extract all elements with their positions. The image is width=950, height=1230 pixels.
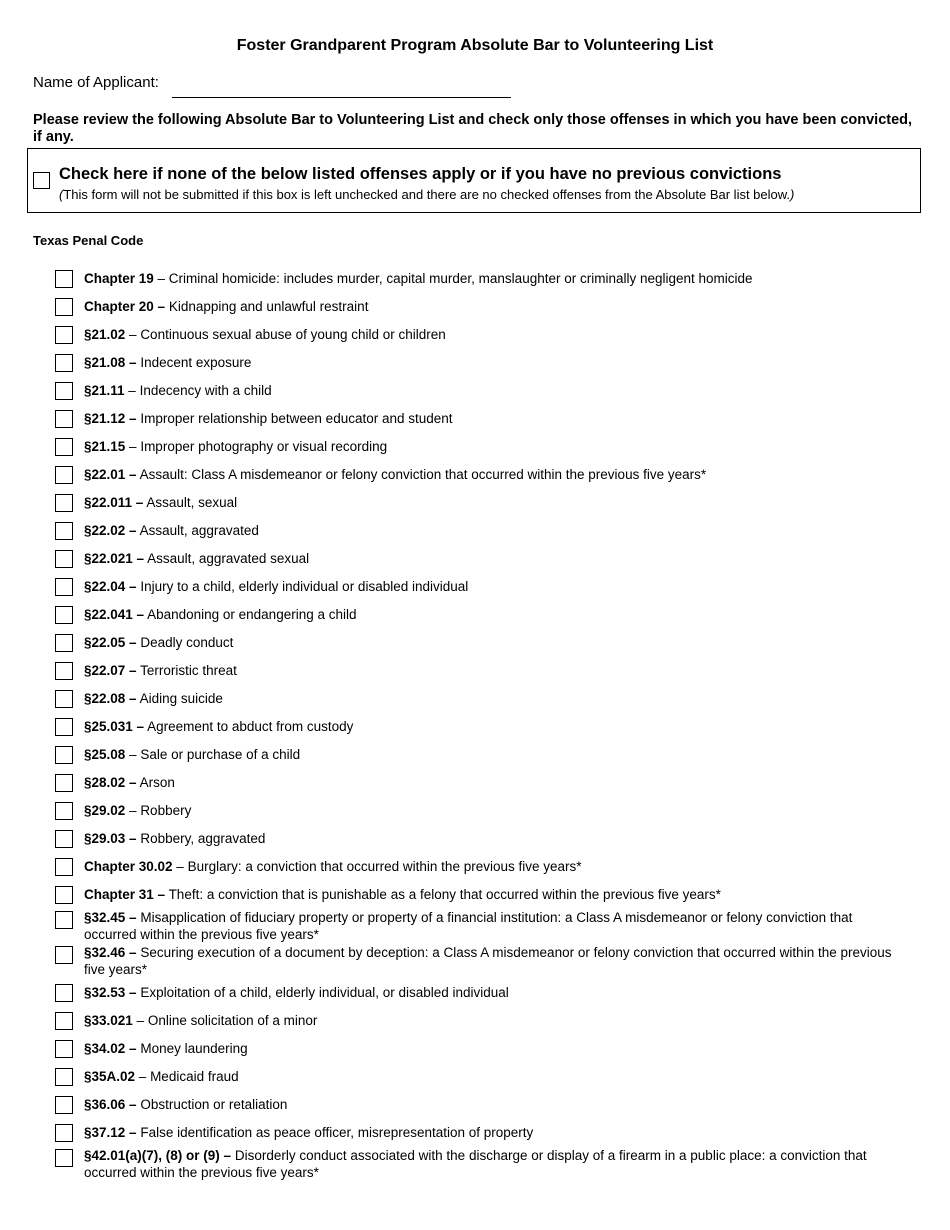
offense-description: Assault, sexual	[146, 495, 238, 510]
offense-code: §28.02 –	[84, 775, 137, 790]
offense-code: §33.021	[84, 1013, 133, 1028]
offense-description: Assault, aggravated sexual	[147, 551, 310, 566]
form-title: Foster Grandparent Program Absolute Bar to Volunteering List	[236, 37, 714, 54]
offense-checkbox[interactable]	[55, 606, 73, 624]
offense-code: §29.03 –	[84, 831, 137, 846]
offense-checkbox[interactable]	[55, 662, 73, 680]
offense-label	[84, 298, 899, 315]
offense-code: §25.08	[84, 747, 126, 762]
offense-label: §25.08 – Sale or purchase of a child	[84, 747, 301, 762]
offense-label	[84, 466, 899, 483]
applicant-name-field[interactable]	[172, 97, 511, 98]
offense-code: §32.46 –	[84, 945, 137, 960]
offense-checkbox[interactable]	[55, 746, 73, 764]
offense-checkbox[interactable]	[55, 946, 73, 964]
offense-code: §25.031 –	[84, 719, 145, 734]
offense-label	[84, 634, 899, 651]
offense-code: §22.08 –	[84, 691, 137, 706]
offense-label	[84, 1040, 899, 1057]
offense-label: §21.11 – Indecency with a child	[84, 383, 272, 398]
offense-code: Chapter 20 –	[84, 299, 166, 314]
offense-description: Indecency with a child	[139, 383, 272, 398]
offense-label	[84, 718, 899, 735]
offense-checkbox[interactable]	[55, 1096, 73, 1114]
offense-checkbox[interactable]	[55, 1012, 73, 1030]
offense-checkbox[interactable]	[55, 466, 73, 484]
offense-label	[84, 909, 899, 943]
offense-description: Abandoning or endangering a child	[147, 607, 357, 622]
offense-description: Medicaid fraud	[150, 1069, 239, 1084]
offense-description: Arson	[139, 775, 175, 790]
offense-description: Misapplication of fiduciary property or property of a financial institution: a Class A misdemeanor or felony conviction that occurred within the previous five years*	[84, 910, 853, 942]
offense-description: Burglary: a conviction that occurred within the previous five years*	[187, 859, 582, 874]
offense-checkbox[interactable]	[55, 858, 73, 876]
offense-checkbox[interactable]	[55, 438, 73, 456]
no-convictions-label: Check here if none of the below listed offenses apply or if you have no previous convictions	[59, 165, 782, 183]
offense-description: Money laundering	[140, 1041, 248, 1056]
offense-checkbox[interactable]	[55, 522, 73, 540]
offense-description: Criminal homicide: includes murder, capital murder, manslaughter or criminally negligent homicide	[168, 271, 753, 286]
offense-description: Theft: a conviction that is punishable as a felony that occurred within the previous five years*	[168, 887, 721, 902]
offense-description: Indecent exposure	[140, 355, 252, 370]
no-convictions-checkbox[interactable]	[33, 172, 50, 189]
offense-label: §21.02 – Continuous sexual abuse of young child or children	[84, 327, 446, 342]
offense-label: §35A.02 – Medicaid fraud	[84, 1069, 239, 1084]
offense-description: Robbery, aggravated	[140, 831, 266, 846]
offense-checkbox[interactable]	[55, 550, 73, 568]
offense-checkbox[interactable]	[55, 410, 73, 428]
offense-checkbox[interactable]	[55, 298, 73, 316]
offense-checkbox[interactable]	[55, 718, 73, 736]
offense-checkbox[interactable]	[55, 326, 73, 344]
offense-checkbox[interactable]	[55, 578, 73, 596]
offense-label	[84, 494, 899, 511]
offense-label: §29.02 – Robbery	[84, 803, 192, 818]
offense-description: Deadly conduct	[140, 635, 234, 650]
offense-code: §36.06 –	[84, 1097, 137, 1112]
offense-description: Continuous sexual abuse of young child or children	[140, 327, 446, 342]
offense-label: §33.021 – Online solicitation of a minor	[84, 1013, 318, 1028]
offense-label	[84, 984, 899, 1001]
offense-label	[84, 944, 899, 978]
offense-description: Injury to a child, elderly individual or disabled individual	[140, 579, 469, 594]
offense-code: §29.02	[84, 803, 126, 818]
offense-description: Disorderly conduct associated with the discharge or display of a firearm in a public place: a conviction that occurred within the previous five years*	[84, 1148, 867, 1180]
instructions: Please review the following Absolute Bar to Volunteering List and check only those offenses in which you have been convicted, if any.	[33, 112, 913, 145]
offense-description: Exploitation of a child, elderly individual, or disabled individual	[140, 985, 509, 1000]
offense-code: Chapter 30.02	[84, 859, 173, 874]
offense-code: §21.12 –	[84, 411, 137, 426]
offense-code: Chapter 19	[84, 271, 154, 286]
offense-description: Robbery	[140, 803, 192, 818]
offense-label	[84, 662, 899, 679]
offense-description: Assault: Class A misdemeanor or felony conviction that occurred within the previous five years*	[139, 467, 707, 482]
offense-code: §22.021 –	[84, 551, 145, 566]
offense-code: §32.53 –	[84, 985, 137, 1000]
offense-checkbox[interactable]	[55, 1068, 73, 1086]
offense-description: Terroristic threat	[140, 663, 237, 678]
offense-code: §35A.02	[84, 1069, 136, 1084]
offense-description: Sale or purchase of a child	[140, 747, 301, 762]
offense-checkbox[interactable]	[55, 1149, 73, 1167]
offense-code: §21.08 –	[84, 355, 137, 370]
offense-label	[84, 774, 899, 791]
offense-label	[84, 550, 899, 567]
offense-code: §22.04 –	[84, 579, 137, 594]
offense-label	[84, 1096, 899, 1113]
no-convictions-note: (This form will not be submitted if this box is left unchecked and there are no checked offenses from the Absolute Bar list below.)	[59, 187, 795, 202]
offense-description: Obstruction or retaliation	[140, 1097, 288, 1112]
offense-code: §22.041 –	[84, 607, 145, 622]
offense-checkbox[interactable]	[55, 911, 73, 929]
offense-label	[84, 354, 899, 371]
offense-checkbox[interactable]	[55, 830, 73, 848]
offense-code: §22.01 –	[84, 467, 137, 482]
offense-checkbox[interactable]	[55, 382, 73, 400]
offense-description: Assault, aggravated	[139, 523, 259, 538]
offense-checkbox[interactable]	[55, 886, 73, 904]
offense-code: §22.011 –	[84, 495, 144, 510]
offense-label	[84, 606, 899, 623]
applicant-name-label: Name of Applicant:	[33, 74, 159, 91]
offense-label: Chapter 19 – Criminal homicide: includes murder, capital murder, manslaughter or criminally negligent homicide	[84, 271, 753, 286]
offense-label	[84, 522, 899, 539]
offense-label: §21.15 – Improper photography or visual recording	[84, 439, 388, 454]
offense-checkbox[interactable]	[55, 1040, 73, 1058]
offense-checkbox[interactable]	[55, 634, 73, 652]
offense-description: False identification as peace officer, misrepresentation of property	[140, 1125, 534, 1140]
offense-checkbox[interactable]	[55, 984, 73, 1002]
offense-label	[84, 690, 899, 707]
offense-checkbox[interactable]	[55, 690, 73, 708]
section-title: Texas Penal Code	[33, 233, 144, 248]
offense-code: §22.05 –	[84, 635, 137, 650]
offense-description: Improper photography or visual recording	[140, 439, 388, 454]
offense-label: Chapter 30.02 – Burglary: a conviction that occurred within the previous five years*	[84, 859, 582, 874]
offense-checkbox[interactable]	[55, 802, 73, 820]
offense-code: §34.02 –	[84, 1041, 137, 1056]
offense-checkbox[interactable]	[55, 774, 73, 792]
offense-checkbox[interactable]	[55, 270, 73, 288]
offense-code: §22.02 –	[84, 523, 137, 538]
offense-code: §21.11	[84, 383, 125, 398]
offense-code: §42.01(a)(7), (8) or (9) –	[84, 1148, 232, 1163]
offense-description: Online solicitation of a minor	[147, 1013, 318, 1028]
offense-code: §37.12 –	[84, 1125, 137, 1140]
offense-checkbox[interactable]	[55, 1124, 73, 1142]
offense-code: Chapter 31 –	[84, 887, 166, 902]
offense-code: §22.07 –	[84, 663, 137, 678]
offense-code: §32.45 –	[84, 910, 137, 925]
offense-description: Agreement to abduct from custody	[147, 719, 354, 734]
offense-checkbox[interactable]	[55, 494, 73, 512]
offense-description: Kidnapping and unlawful restraint	[168, 299, 369, 314]
offense-label	[84, 1147, 899, 1181]
offense-code: §21.15	[84, 439, 126, 454]
offense-description: Securing execution of a document by deception: a Class A misdemeanor or felony conviction that occurred within the previous five years*	[84, 945, 892, 977]
offense-label	[84, 830, 899, 847]
offense-label	[84, 1124, 899, 1141]
offense-code: §21.02	[84, 327, 126, 342]
offense-description: Improper relationship between educator and student	[140, 411, 453, 426]
offense-label	[84, 886, 899, 903]
offense-label	[84, 410, 899, 427]
offense-description: Aiding suicide	[139, 691, 223, 706]
offense-label	[84, 578, 899, 595]
no-convictions-panel	[27, 148, 921, 213]
offense-checkbox[interactable]	[55, 354, 73, 372]
